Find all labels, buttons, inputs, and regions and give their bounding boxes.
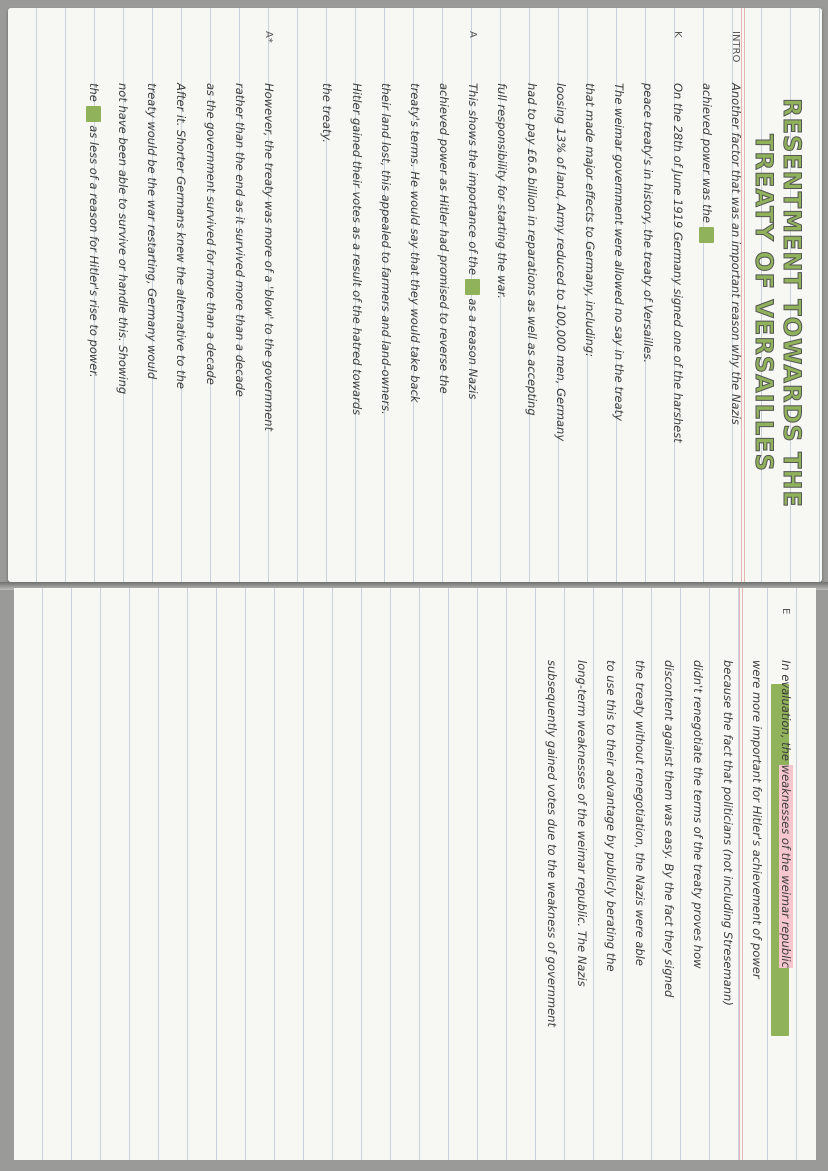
note-text-main: In evaluation, the xyxy=(779,660,793,762)
note-text xyxy=(195,83,224,385)
note-line xyxy=(625,610,654,1150)
note-line xyxy=(546,33,575,573)
note-line xyxy=(458,33,487,573)
note-line xyxy=(341,33,370,573)
note-line xyxy=(654,610,683,1150)
note-line xyxy=(537,610,566,1150)
note-text-main: the treaty without renegotiation, the Nazis were able xyxy=(633,660,648,966)
notes-lines xyxy=(537,610,806,1150)
note-line xyxy=(166,33,195,573)
title-line-1: RESENTMENT TOWARDS THE xyxy=(778,98,806,508)
note-text-main: loosing 13% of land, Army reduced to 100,000 men, Germany xyxy=(553,83,568,442)
note-line xyxy=(575,33,604,573)
note-text xyxy=(604,83,633,421)
note-line xyxy=(429,33,458,573)
note-line xyxy=(517,33,546,573)
note-line xyxy=(604,33,633,573)
note-text-main: full responsibility for starting the war. xyxy=(495,83,510,299)
note-text xyxy=(341,83,370,415)
note-text xyxy=(516,83,545,416)
note-text-main: to use this to their advantage by publicly berating the xyxy=(603,660,618,972)
note-line xyxy=(683,610,712,1150)
note-text-main: the treaty. xyxy=(320,83,335,143)
note-text-main: as the government survived for more than a decade xyxy=(203,83,218,385)
page-title xyxy=(750,33,808,573)
note-text xyxy=(546,83,575,441)
paragraph-label: A xyxy=(467,31,479,38)
note-line xyxy=(195,33,224,573)
note-line xyxy=(79,33,108,573)
note-text xyxy=(371,83,400,415)
pink-highlight: weaknesses of the weimar republic xyxy=(779,764,793,968)
note-line xyxy=(596,610,625,1150)
rotated-notes-bottom xyxy=(26,610,806,1150)
note-text-main: that made major effects to Germany, including: xyxy=(583,83,598,358)
note-text-main: achieved power as Hitler had promised to reverse the xyxy=(437,83,452,394)
note-text-main: had to pay £6.6 billion in reparations as well as accepting xyxy=(524,83,539,416)
note-line xyxy=(283,33,312,573)
notes-lines xyxy=(79,33,750,573)
note-text-main: The weimar government were allowed no say in the treaty xyxy=(612,83,627,421)
note-line xyxy=(771,610,800,1150)
note-text-after: as a reason Nazis xyxy=(466,298,481,400)
note-text xyxy=(575,83,604,357)
note-line xyxy=(721,33,750,573)
note-text xyxy=(487,83,516,299)
paragraph-label: K xyxy=(671,31,683,38)
note-text xyxy=(137,83,166,379)
note-line xyxy=(712,610,741,1150)
note-text xyxy=(537,660,566,1027)
note-text xyxy=(225,83,254,397)
note-text-main: treaty would be the war restarting, Germany would xyxy=(145,83,160,380)
note-text xyxy=(312,83,341,143)
note-line xyxy=(633,33,662,573)
note-text xyxy=(654,660,683,997)
note-text xyxy=(108,83,137,394)
note-line xyxy=(662,33,691,573)
note-line xyxy=(567,610,596,1150)
note-text xyxy=(596,660,625,972)
note-line xyxy=(254,33,283,573)
note-line xyxy=(225,33,254,573)
note-text xyxy=(692,83,721,243)
note-text xyxy=(458,83,487,399)
note-text-main: subsequently gained votes due to the weakness of government xyxy=(545,660,560,1027)
green-highlight-block xyxy=(699,227,714,243)
note-text-main: peace treaty's in history, the treaty of Versailles. xyxy=(641,83,656,364)
note-text-main: long-term weaknesses of the weimar republic. The Nazis xyxy=(574,660,589,987)
paragraph-label: A* xyxy=(263,31,274,43)
note-text-main: achieved power was the xyxy=(699,83,714,223)
note-line xyxy=(400,33,429,573)
notebook-page-top xyxy=(8,8,822,582)
note-text-main: their land lost, this appealed to farmers and land-owners. xyxy=(378,83,393,415)
note-text xyxy=(742,660,771,979)
note-text-main: Another factor that was an important reason why the Nazis xyxy=(729,83,743,425)
green-highlight-block xyxy=(465,279,480,295)
note-text xyxy=(683,660,712,969)
rotated-notes-top xyxy=(18,33,808,573)
note-text-main: not have been able to survive or handle this. Showing xyxy=(116,83,131,395)
note-text xyxy=(712,660,741,1006)
note-text xyxy=(429,83,458,394)
note-text-main: After it. Shorter Germans knew the alternative to the xyxy=(174,83,189,389)
note-text-main: the xyxy=(86,83,101,102)
green-highlight-block xyxy=(86,106,101,122)
note-text-after: as less of a reason for Hitler's rise to power. xyxy=(86,125,101,378)
paragraph-label: INTRO xyxy=(730,31,741,63)
note-text xyxy=(662,83,691,443)
note-line xyxy=(487,33,516,573)
note-line xyxy=(108,33,137,573)
note-text-main: This shows the importance of the xyxy=(466,83,481,276)
note-text xyxy=(254,83,283,431)
note-text-main: because the fact that politicians (not including Stresemann) xyxy=(720,660,735,1006)
note-text-main: didn't renegotiate the terms of the treaty proves how xyxy=(691,660,706,969)
note-line xyxy=(312,33,341,573)
note-line xyxy=(371,33,400,573)
note-text-main: Hitler gained their votes as a result of the hatred towards xyxy=(349,83,364,416)
note-text xyxy=(633,83,662,363)
note-text xyxy=(166,83,195,389)
note-text-main: However, the treaty was more of a 'blow' to the government xyxy=(262,83,276,432)
note-line xyxy=(742,610,771,1150)
note-text xyxy=(771,660,800,968)
note-text-main: discontent against them was easy. By the fact they signed xyxy=(662,660,677,998)
note-text xyxy=(625,660,654,966)
title-line-2: TREATY OF VERSAILLES xyxy=(750,134,778,472)
notebook-page-bottom xyxy=(14,588,816,1160)
paragraph-label: E xyxy=(780,608,791,615)
note-text xyxy=(79,83,108,378)
note-line xyxy=(692,33,721,573)
note-line xyxy=(137,33,166,573)
note-text-main: were more important for Hitler's achievement of power xyxy=(749,660,764,979)
note-text xyxy=(400,83,429,403)
note-text-main: rather than the end as it survived more than a decade xyxy=(232,83,247,397)
note-text-main: On the 28th of June 1919 Germany signed one of the harshest xyxy=(670,83,685,443)
note-text xyxy=(566,660,595,987)
note-text-main: treaty's terms. He would say that they would take back xyxy=(407,83,422,403)
note-text xyxy=(721,83,750,425)
